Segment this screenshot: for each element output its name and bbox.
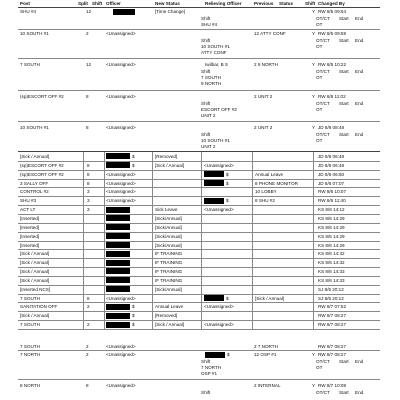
sub-end-label: End: [355, 359, 364, 364]
redaction-box: [106, 304, 130, 310]
sub-ot-label: OT: [316, 365, 323, 370]
row-post: [Sick / Annual]: [20, 313, 50, 319]
row-officer: <Unassigned>: [106, 352, 136, 357]
redaction-box: [106, 277, 130, 283]
redaction-box: [204, 295, 224, 301]
row-divider: [18, 29, 380, 30]
row-new-status: IF TRAINING: [155, 269, 183, 275]
row-officer: <Unassigned>: [106, 125, 136, 130]
sub-shift-post: 10 SOUTH #1: [201, 138, 230, 143]
redaction-box: [113, 9, 135, 15]
row-relieving-officer: Iwilbar, B S: [205, 62, 228, 67]
row-divider: [18, 170, 380, 171]
row-divider: [18, 249, 380, 250]
redaction-box: [204, 171, 224, 177]
row-new-status: [Sick/Annual]: [155, 224, 182, 230]
row-divider: [18, 179, 380, 180]
row-previous: 10 LOBBY: [255, 189, 277, 195]
row-new-status: Annual Leave: [155, 304, 184, 310]
row-new-status: IF TRAINING: [155, 277, 183, 283]
row-divider: [18, 205, 380, 206]
row-changed-by: SJ 8/6 20:12: [318, 295, 344, 301]
row-y-flag: Y: [312, 352, 316, 357]
row-previous: Annual Leave: [255, 171, 284, 177]
sub-shift-label: Shift: [201, 390, 211, 395]
sub-end-label: End: [355, 16, 364, 21]
sub-end-label: End: [355, 390, 364, 395]
row-relieving-officer: <Unassigned>: [204, 162, 234, 168]
sub-shift-post-2: UNIT 2: [201, 113, 216, 118]
row-relieving-officer: <Unassigned>: [204, 207, 234, 213]
row-officer: <Unassigned>: [106, 171, 136, 177]
sub-shift-label: Shift: [201, 16, 211, 21]
row-post: 7 SOUTH: [20, 344, 40, 349]
row-split: 2: [87, 304, 90, 310]
row-changed-by: RW 8/7 08:27: [318, 322, 347, 328]
row-post: [Inserted]: [20, 233, 40, 239]
row-changed-by: RW 8/7 08:27: [318, 352, 347, 357]
row-changed-by: JD 8/6 06:50: [318, 171, 345, 177]
row-divider: [18, 196, 380, 197]
sub-start-label: Start: [339, 132, 349, 137]
row-divider: [18, 232, 380, 233]
row-post: 3 SALLY OFF: [20, 180, 49, 186]
row-new-status: IF TRAINING: [155, 251, 183, 257]
row-post: 7 SOUTH: [20, 62, 40, 67]
row-officer: <Unassigned>: [106, 180, 136, 186]
redaction-box: [106, 233, 130, 239]
row-relieving-officer: <Unassigned>: [204, 304, 234, 310]
sub-start-label: Start: [339, 69, 349, 74]
sub-end-label: End: [355, 101, 364, 106]
redaction-box: [106, 268, 130, 274]
row-new-status: [Time Change]: [155, 9, 185, 14]
row-changed-by: RW 8/6 10:07: [318, 189, 347, 195]
row-officer: $: [132, 313, 135, 319]
sub-shift-label: Shift: [201, 101, 211, 106]
row-new-status: [Sick/Annual]: [155, 286, 182, 292]
col-header-shift: Shift: [92, 1, 103, 6]
sub-start-label: Start: [339, 359, 349, 364]
row-officer: $: [132, 304, 135, 310]
row-changed-by: KS 8/6 14:29: [318, 242, 345, 248]
row-relieving-officer: $: [226, 171, 229, 177]
redaction-box: [106, 215, 130, 221]
row-divider: [18, 258, 380, 259]
row-post: 7 NORTH: [20, 352, 41, 357]
row-changed-by: JD 8/6 07:07: [318, 180, 345, 186]
row-y-flag: Y: [312, 125, 316, 130]
row-changed-by: KS 8/6 14:33: [318, 277, 345, 283]
col-header-officer: Officer: [106, 1, 121, 6]
redaction-box: [106, 251, 130, 257]
row-split: 8: [86, 383, 89, 388]
row-post: [Inserted]: [20, 242, 40, 248]
row-post: 10 SOUTH #1: [20, 125, 49, 130]
sub-otct-label: OT/CT: [316, 38, 330, 43]
row-new-status: [Removed]: [155, 154, 178, 159]
row-new-status: [Sick / Annual]: [155, 322, 185, 328]
row-split: 8: [87, 295, 90, 301]
row-new-status: [Removed]: [155, 313, 178, 319]
row-y-flag: Y: [312, 9, 316, 14]
row-post: 8 NORTH: [20, 383, 41, 388]
sub-shift-label: Shift: [201, 38, 211, 43]
row-new-status: [Sick / Annual]: [155, 162, 185, 168]
row-officer: <Unassigned>: [106, 383, 136, 388]
row-split: 2: [87, 322, 90, 328]
sub-shift-post: ESCORT OFF #2: [201, 107, 237, 112]
row-changed-by: KS 8/6 14:32: [318, 251, 345, 257]
row-previous: 2 INTERNAL: [254, 383, 281, 388]
redaction-box: [106, 242, 130, 248]
row-divider: [18, 223, 380, 224]
redaction-box: [106, 313, 130, 319]
row-divider: [18, 187, 380, 188]
row-officer: <Unassigned>: [106, 295, 136, 301]
row-previous: 8 SHU #2: [255, 198, 275, 204]
sub-start-label: Start: [339, 101, 349, 106]
row-post: 7 SOUTH: [20, 295, 40, 301]
sub-shift-post-2: 9 NORTH: [201, 81, 222, 86]
sub-end-label: End: [355, 132, 364, 137]
row-split: 3: [87, 189, 90, 195]
sub-shift-post: 10 SOUTH #1: [201, 44, 230, 49]
row-officer: $: [132, 322, 135, 328]
row-split: 2: [86, 31, 89, 36]
sub-end-label: End: [355, 38, 364, 43]
redaction-box: [106, 322, 130, 328]
row-post: ACT LT: [20, 207, 36, 213]
redaction-box: [106, 153, 130, 159]
sub-shift-label: Shift: [201, 69, 211, 74]
row-split: 3: [87, 198, 90, 204]
row-officer: <Unassigned>: [106, 189, 136, 195]
row-divider: [18, 214, 380, 215]
row-post: [Sick / Annual]: [20, 251, 50, 257]
row-changed-by: RW 8/5 10:22: [318, 62, 347, 67]
sub-shift-post-2: OSP #1: [201, 371, 218, 376]
row-relieving-officer: $: [227, 352, 230, 357]
row-officer: <Unassigned>: [106, 344, 136, 349]
row-changed-by: KS 8/6 14:32: [318, 260, 345, 266]
row-divider: [18, 90, 380, 91]
row-post: CONTROL #2: [20, 189, 49, 195]
row-changed-by: RW 8/6 11:02: [318, 94, 346, 99]
row-post: (sp)ESCORT OFF #2: [20, 94, 64, 99]
sub-start-label: Start: [339, 16, 349, 21]
row-y-flag: Y: [312, 62, 316, 67]
row-divider: [18, 329, 380, 330]
row-changed-by: JD 8/6 08:48: [318, 125, 345, 130]
redaction-box: [106, 207, 130, 213]
row-officer: <Unassigned>: [106, 198, 136, 204]
sub-shift-post-2: UNIT 2: [201, 144, 216, 149]
row-divider: [18, 350, 380, 351]
row-new-status: IF TRAINING: [155, 260, 183, 266]
sub-ot-label: OT: [316, 75, 323, 80]
row-officer: <Unassigned>: [106, 94, 136, 99]
row-post: [Sick / Annual]: [20, 269, 50, 275]
row-y-flag: Y: [312, 31, 316, 36]
row-changed-by: SJ 8/6 20:12: [318, 286, 344, 292]
redaction-box: [106, 260, 130, 266]
row-changed-by: RW 8/7 08:27: [318, 344, 347, 349]
col-header-split: Split: [78, 1, 88, 6]
row-split: 12: [86, 62, 92, 67]
sub-otct-label: OT/CT: [316, 132, 330, 137]
row-previous: 12 OSP #1: [254, 352, 277, 357]
row-previous: 8 PHONE MONITOR: [255, 180, 299, 186]
row-changed-by: RW 8/6 11:40: [318, 198, 346, 204]
section-divider: [18, 151, 380, 152]
row-changed-by: KS 8/6 14:29: [318, 233, 345, 239]
sub-shift-label: Shift: [201, 132, 211, 137]
row-officer: <Unassigned>: [106, 31, 136, 36]
row-previous: 2 UNIT 2: [254, 125, 273, 130]
row-divider: [18, 311, 380, 312]
row-relieving-officer: <Unassigned>: [204, 322, 234, 328]
row-split: 3: [87, 207, 90, 213]
row-split: 2: [86, 344, 89, 349]
col-header-shift-changed: Shift: [305, 1, 316, 6]
row-changed-by: KS 8/6 14:12: [318, 207, 345, 213]
sub-start-label: Start: [339, 390, 349, 395]
sub-otct-label: OT/CT: [316, 101, 330, 106]
col-header-post: Post: [20, 1, 30, 6]
row-relieving-officer: $: [226, 198, 229, 204]
row-post: [Sick / Annual]: [20, 260, 50, 266]
row-divider: [18, 241, 380, 242]
row-split: 8: [86, 94, 89, 99]
col-header-status: Status: [279, 1, 294, 6]
col-header-previous: Previous: [254, 1, 274, 6]
sub-ot-label: OT: [316, 107, 323, 112]
row-y-flag: Y: [312, 94, 316, 99]
col-header-new-status: New Status: [155, 1, 180, 6]
row-changed-by: RW 8/5 09:59: [318, 31, 347, 36]
row-post: [Sick / Annual]: [20, 154, 50, 159]
row-divider: [18, 294, 380, 295]
row-changed-by: JD 8/6 06:48: [318, 154, 345, 159]
row-changed-by: KS 8/6 14:29: [318, 224, 345, 230]
sub-shift-post: 7 NORTH: [201, 365, 222, 370]
row-divider: [18, 276, 380, 277]
row-relieving-officer: $: [226, 180, 229, 186]
row-divider: [18, 161, 380, 162]
row-relieving-officer: $: [226, 295, 229, 301]
redaction-box: [204, 198, 224, 204]
header-divider: [18, 7, 380, 8]
redaction-box: [106, 162, 130, 168]
row-previous: 2 7 NORTH: [254, 344, 278, 349]
row-changed-by: JD 8/6 06:48: [318, 162, 345, 168]
row-split: 8: [86, 125, 89, 130]
sub-shift-label: Shift: [201, 359, 211, 364]
sub-start-label: Start: [339, 38, 349, 43]
row-divider: [18, 285, 380, 286]
redaction-box: [106, 286, 130, 292]
row-split: 8: [87, 162, 90, 168]
row-divider: [18, 58, 380, 59]
col-header-relieving-officer: Relieving Officer: [205, 1, 242, 6]
row-post: [Inserted]: [20, 224, 40, 230]
row-post: [Sick / Annual]: [20, 277, 50, 283]
sub-end-label: End: [355, 69, 364, 74]
row-new-status: [Sick/Annual]: [155, 215, 182, 221]
row-previous: 2 UNIT 2: [254, 94, 273, 99]
row-post: 10 SOUTH #1: [20, 31, 49, 36]
row-divider: [18, 267, 380, 268]
row-previous: 12 ATTY CONF: [254, 31, 286, 36]
sub-ot-label: OT: [316, 44, 323, 49]
row-previous: [Sick / Annual]: [255, 295, 285, 301]
row-officer: $: [132, 162, 135, 168]
row-split: 2: [86, 352, 89, 357]
sub-otct-label: OT/CT: [316, 69, 330, 74]
sub-shift-post-2: ATTY CONF: [201, 50, 227, 55]
row-post: SHU #3: [20, 198, 37, 204]
row-post: [Inserted]: [20, 215, 40, 221]
row-changed-by: KS 8/6 14:29: [318, 215, 345, 221]
row-officer: <Unassigned>: [106, 62, 136, 67]
row-officer: $: [132, 154, 135, 159]
row-changed-by: RW 8/7 08:27: [318, 313, 347, 319]
redaction-box: [204, 180, 224, 186]
row-split: 8: [87, 171, 90, 177]
row-divider: [18, 121, 380, 122]
row-new-status: [Sick/Annual]: [155, 233, 182, 239]
row-divider: [18, 379, 380, 380]
sub-otct-label: OT/CT: [316, 359, 330, 364]
row-new-status: [Sick/Annual]: [155, 242, 182, 248]
row-post: (sp)ESCORT OFF #2: [20, 171, 64, 177]
row-post: SHU #4: [20, 9, 37, 14]
col-header-changed-by: Changed By: [318, 1, 345, 6]
row-changed-by: RW 8/5 09:54: [318, 9, 347, 14]
row-post: SANITATION OFF: [20, 304, 58, 310]
row-post: 7 SOUTH: [20, 322, 40, 328]
row-split: 8: [87, 180, 90, 186]
redaction-box: [106, 224, 130, 230]
sub-otct-label: OT/CT: [316, 390, 330, 395]
sub-otct-label: OT/CT: [316, 16, 330, 21]
row-split: 12: [86, 9, 92, 14]
row-previous: 2 9 NORTH: [254, 62, 278, 67]
sub-ot-label: OT: [316, 138, 323, 143]
row-changed-by: RW 8/7 10:08: [318, 383, 347, 388]
row-changed-by: KS 8/6 14:33: [318, 269, 345, 275]
sub-shift-post: SHU #4: [201, 22, 218, 27]
row-divider: [18, 302, 380, 303]
row-new-status: Sick Leave: [155, 207, 178, 213]
row-post: (sp)ESCORT OFF #2: [20, 162, 64, 168]
sub-ot-label: OT: [316, 22, 323, 27]
row-post: [Inserted NCS]: [20, 286, 51, 292]
row-divider: [18, 320, 380, 321]
row-changed-by: RW 8/7 07:52: [318, 304, 347, 310]
row-y-flag: Y: [312, 383, 316, 388]
redaction-box: [205, 352, 225, 358]
sub-shift-post: 7 SOUTH: [201, 75, 221, 80]
